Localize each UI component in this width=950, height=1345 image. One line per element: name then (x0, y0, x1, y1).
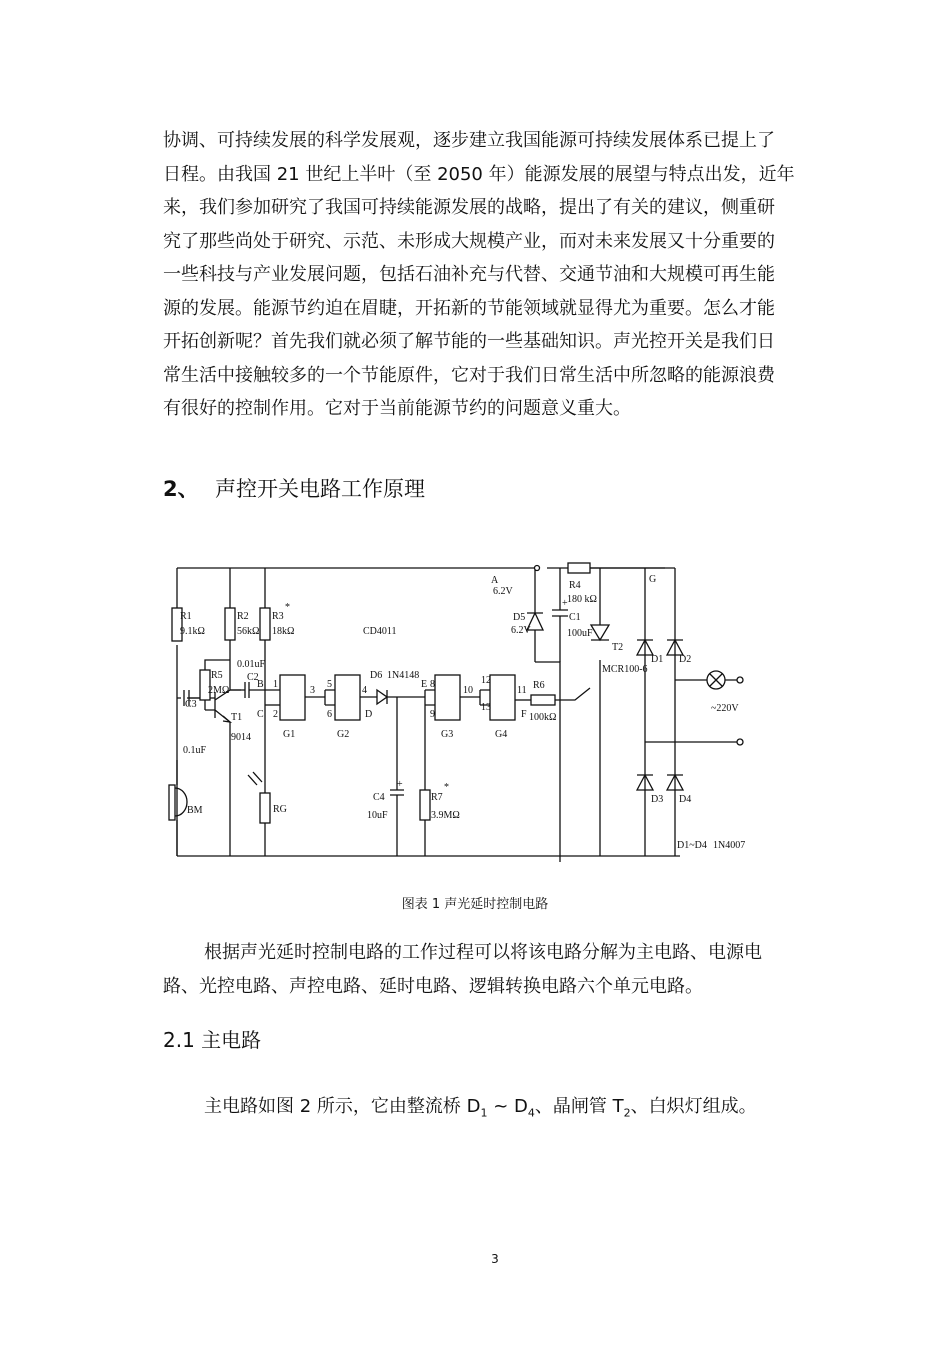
text-line: 日程。由我国 21 世纪上半叶（至 2050 年）能源发展的展望与特点出发，近年 (163, 163, 795, 185)
label-D5: D5 (513, 612, 526, 623)
label-C4: C4 (373, 792, 385, 803)
label-pin10: 10 (463, 685, 473, 696)
subscript: 4 (527, 1106, 535, 1120)
label-C1-value: 100uF (567, 628, 593, 639)
text-line: 究了那些尚处于研究、示范、未形成大规模产业，而对未来发展又十分重要的 (163, 230, 775, 252)
text-segment: 主电路如图 2 所示，它由整流桥 D (204, 1096, 481, 1117)
label-R4-value: 180 kΩ (567, 594, 597, 605)
label-pin12: 12 (481, 675, 491, 686)
label-D3: D3 (651, 794, 664, 805)
label-A: A (491, 575, 499, 586)
label-BM: BM (187, 805, 203, 816)
section-number: 2、 (163, 477, 199, 501)
label-pin9: 9 (430, 709, 435, 720)
label-R2: R2 (237, 611, 249, 622)
label-C2: C2 (247, 672, 259, 683)
figure-caption: 图表 1 声光延时控制电路 (401, 897, 549, 912)
label-R3: R3 (272, 611, 284, 622)
text-line: 一些科技与产业发展问题，包括石油补充与代替、交通节油和大规模可再生能 (163, 264, 775, 285)
label-R2-value: 56kΩ (237, 626, 260, 637)
label-C2-value: 0.01uF (237, 659, 266, 670)
label-ac-voltage: ~220V (711, 703, 739, 714)
text-segment: ~ D (487, 1096, 528, 1117)
text-line: 路、光控电路、声控电路、延时电路、逻辑转换电路六个单元电路。 (163, 975, 703, 997)
label-D5-value: 6.2V (511, 625, 531, 636)
label-bridge-value: 1N4007 (713, 840, 746, 851)
label-pin6: 6 (327, 709, 332, 720)
label-R3-star: * (285, 602, 290, 613)
label-B: B (257, 679, 264, 690)
label-D: D (365, 709, 373, 720)
label-A-value: 6.2V (493, 586, 513, 597)
text-line: 来，我们参加研究了我国可持续能源发展的战略，提出了有关的建议，侧重研 (163, 197, 775, 218)
text-line: 源的发展。能源节约迫在眉睫，开拓新的节能领域就显得尤为重要。怎么才能 (163, 297, 775, 319)
label-G2: G2 (337, 729, 350, 740)
label-pin11: 11 (517, 685, 527, 696)
label-D4: D4 (679, 794, 692, 805)
label-pin5: 5 (327, 679, 332, 690)
label-G1: G1 (283, 729, 296, 740)
text-line: 有很好的控制作用。它对于当前能源节约的问题意义重大。 (163, 398, 631, 419)
label-C3-value: 0.1uF (183, 745, 207, 756)
label-R6-value: 100kΩ (529, 712, 557, 723)
subscript: 2 (623, 1106, 631, 1120)
circuit-diagram (165, 550, 765, 862)
text-line (204, 1090, 844, 1124)
label-R1: R1 (180, 611, 192, 622)
label-G3: G3 (441, 729, 454, 740)
intro-paragraph (163, 124, 803, 426)
text-line: 协调、可持续发展的科学发展观，逐步建立我国能源可持续发展体系已提上了 (163, 130, 775, 151)
label-pin1: 1 (273, 679, 278, 690)
label-R3-value: 18kΩ (272, 626, 295, 637)
text-line: 常生活中接触较多的一个节能原件，它对于我们日常生活中所忽略的能源浪费 (163, 364, 775, 386)
label-R1-value: 9.1kΩ (180, 626, 205, 637)
label-bridge: D1~D4 (677, 840, 707, 851)
label-CD4011: CD4011 (363, 626, 397, 637)
label-pin13: 13 (481, 702, 491, 713)
label-C4-value: 10uF (367, 810, 388, 821)
label-RG: RG (273, 804, 287, 815)
label-D2: D2 (679, 654, 692, 665)
label-G: G (649, 574, 657, 585)
section-title: 声控开关电路工作原理 (215, 477, 425, 501)
page-number: 3 (491, 1252, 499, 1266)
label-G4: G4 (495, 729, 508, 740)
label-T2: T2 (612, 642, 624, 653)
label-D6: D6 (370, 670, 383, 681)
label-T1-value: 9014 (231, 732, 251, 743)
label-C3: C3 (185, 699, 197, 710)
label-pin3: 3 (310, 685, 315, 696)
label-R6: R6 (533, 680, 545, 691)
label-C1-plus: + (562, 598, 568, 609)
label-T2-value: MCR100-6 (602, 664, 648, 675)
text-segment: 、晶闸管 T (534, 1096, 624, 1117)
label-C: C (257, 709, 264, 720)
label-R7: R7 (431, 792, 443, 803)
label-F: F (521, 709, 527, 720)
body-paragraph (163, 936, 803, 1003)
label-pin8: 8 (430, 679, 435, 690)
label-D6-value: 1N4148 (387, 670, 420, 681)
label-R7-value: 3.9MΩ (431, 810, 460, 821)
label-T1: T1 (231, 712, 243, 723)
section-heading (163, 473, 425, 503)
label-R4: R4 (569, 580, 581, 591)
label-E: E (421, 679, 428, 690)
label-R5-value: 2MΩ (208, 685, 230, 696)
label-R7-star: * (444, 782, 449, 793)
text-line: 开拓创新呢？首先我们就必须了解节能的一些基础知识。声光控开关是我们日 (163, 331, 775, 352)
subsection-heading: 2.1 主电路 (163, 1028, 262, 1052)
label-pin2: 2 (273, 709, 278, 720)
label-D1: D1 (651, 654, 664, 665)
label-C1: C1 (569, 612, 581, 623)
label-pin4: 4 (362, 685, 367, 696)
text-line: 根据声光延时控制电路的工作过程可以将该电路分解为主电路、电源电 (204, 942, 762, 963)
text-segment: 、白炽灯组成。 (630, 1096, 757, 1117)
label-C4-plus: + (397, 779, 403, 790)
subscript: 1 (480, 1106, 488, 1120)
body-paragraph (204, 1090, 844, 1124)
label-R5: R5 (211, 670, 223, 681)
